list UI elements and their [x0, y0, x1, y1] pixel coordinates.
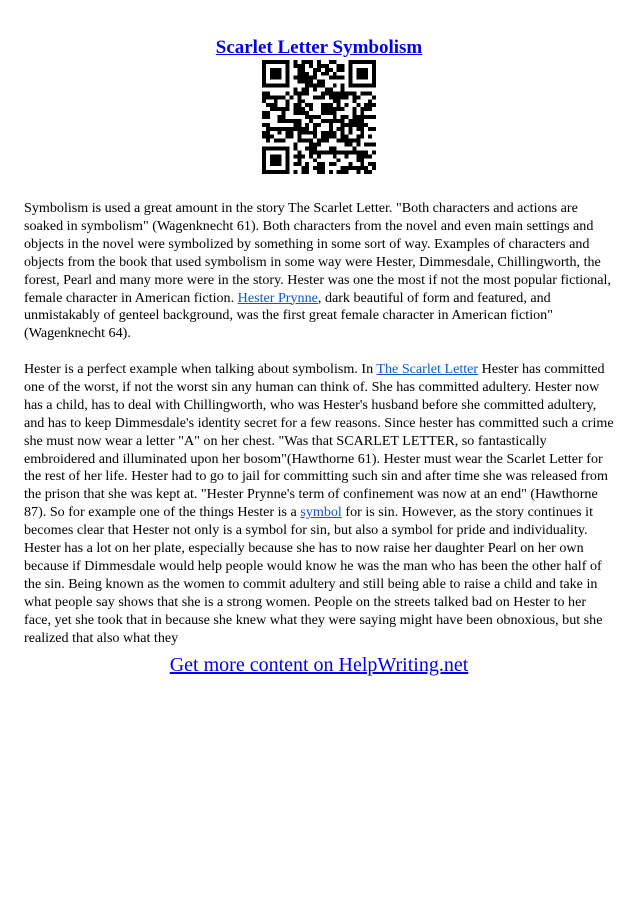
paragraph-2-text-2: Hester has committed one of the worst, if not the worst sin any human can think of. She has committed adultery. Hester now has a child, has to deal with Chillingworth, who was Hester's husband before she committed adultery, and has to keep Dimmesdale's identity secret for a few reasons. Since hester has committed such a crime she must now wear a letter "A" on her chest. "Was that SCARLET LETTER, so fantastically embroidered and illuminated upon her bosom"(Hawthorne 61). Hester must wear the Scarlet Letter for the rest of her life. Hester had to go to jail for committing such sin and after time she was released from the prison that she was kept at. "Hester Prynne's term of confinement was now at an end" (Hawthorne 87). So for example one of the things Hester is a [24, 361, 614, 521]
qr-code-icon [262, 60, 376, 174]
paragraph-2-text-3: for is sin. However, as the story continues it becomes clear that Hester not only is a symbol for sin, but also a symbol for pride and individuality. Hester has a lot on her plate, especially because she has to now raise her daughter Pearl on her own because if Dimmesdale would help people would know he was the man who has been the other half of the sin. Being known as the women to commit adultery and still being able to raise a child and take in what people say shows that she is a strong women. People on the streets talked bad on Hester to her face, yet she took that in because she knew what they were saying might have been obnoxious, but she realized that also what they [24, 504, 603, 646]
article-body [24, 200, 616, 665]
page-title [0, 24, 638, 61]
paragraph-1 [24, 200, 616, 343]
paragraph-1-text-1: Symbolism is used a great amount in the story The Scarlet Letter. "Both characters and actions are soaked in symbolism" (Wagenknecht 61). Both characters from the novel and even main settings and objects in the novel were symbolized by something in some sort of way. Examples of characters and objects from the book that used symbolism in some way were Hester, Dimmesdale, Chillingworth, the forest, Pearl and many more were in the story. Hester was one the most if not the most popular fictional, female character in American fiction. [24, 200, 611, 306]
paragraph-2 [24, 361, 616, 648]
footer [0, 654, 638, 677]
get-more-content-link[interactable]: Get more content on HelpWriting.net [169, 654, 469, 676]
symbol-link[interactable]: symbol [300, 504, 342, 521]
paragraph-1-text-2: , dark beautiful of form and featured, and unmistakably of genteel background, was the first great female character in American fiction" (Wagenknecht 64). [24, 289, 553, 342]
scarlet-letter-link[interactable]: The Scarlet Letter [376, 361, 479, 378]
hester-prynne-link[interactable]: Hester Prynne [237, 289, 318, 306]
title-link[interactable]: Scarlet Letter Symbolism [215, 37, 423, 58]
paragraph-2-text-1: Hester is a perfect example when talking about symbolism. In [24, 361, 377, 378]
